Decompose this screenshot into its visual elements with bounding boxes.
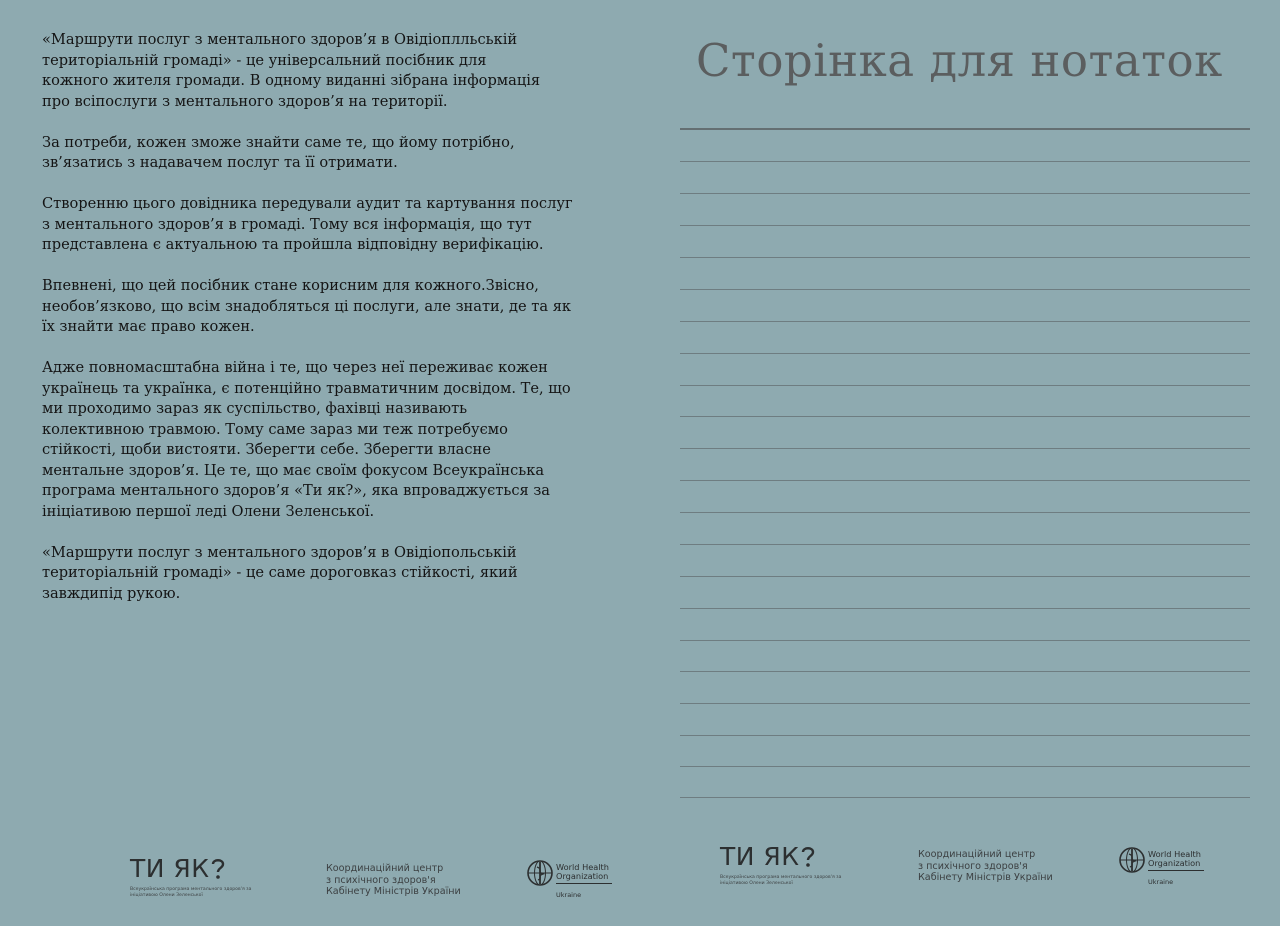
who-logo [526,859,626,903]
notes-line [680,257,1250,258]
right-footer [640,828,1280,898]
notes-line [680,289,1250,290]
question-mark-icon [800,844,816,875]
notes-line [680,735,1250,736]
who-logo-name: World Health Organization [1148,849,1201,868]
notes-line [680,512,1250,513]
intro-paragraph-6: «Маршрути послуг з ментального здоров’я в Овідіопольській територіальній громаді» - це саме дороговказ стійкості, який завждипід рукою. [42,543,518,602]
intro-paragraph-4: Впевнені, що цей посібник стане корисним для кожного.Звісно, необов’язково, що всім знадобляться ці послуги, але знати, де та як їх знайти має право кожен. [42,277,572,335]
tiyak-logo [720,844,860,886]
notes-page-title: Сторінка для нотаток [696,34,1223,87]
notes-line [680,225,1250,226]
tiyak-logo-caption: Всеукраїнська програма ментального здоров'я за ініціативою Олени Зеленської [130,887,252,898]
question-mark-icon [210,856,226,887]
notes-line [680,321,1250,322]
who-emblem-icon [526,859,554,891]
notes-line [680,608,1250,609]
who-logo-divider [1148,870,1204,871]
notes-line [680,416,1250,417]
who-logo [1118,846,1218,890]
intro-paragraph-3: Створенню цього довідника передували аудит та картування послуг з ментального здоров’я в громаді. Тому вся інформація, що тут представлена є актуальною та пройшла відповідну верифікацію. [42,195,573,253]
coordination-center-logo: Координаційний центр з психічного здоров'я Кабінету Міністрів України [326,863,461,897]
who-logo-country: Ukraine [556,891,582,899]
tiyak-logo-word: ТИ ЯК [130,854,210,883]
intro-paragraph-1: «Маршрути послуг з ментального здоров’я в Овідіоплльській територіальній громаді» - це універсальний посібник для кожного жителя громади. В одному виданні зібрана інформація про всіпослуги з ментального здоров’я на території. [42,31,541,110]
intro-paragraph-2: За потреби, кожен зможе знайти саме те, що йому потрібно, зв’язатись з надавачем послуг та її отримати. [42,133,515,171]
notes-line [680,703,1250,704]
who-emblem-icon [1118,846,1146,878]
who-logo-name: World Health Organization [556,862,609,881]
notes-line [680,480,1250,481]
left-footer [0,840,640,910]
notes-line [680,448,1250,449]
notes-line [680,544,1250,545]
coordination-center-logo: Координаційний центр з психічного здоров'я Кабінету Міністрів України [918,849,1053,883]
right-page [640,0,1280,926]
notes-line [680,385,1250,386]
intro-text [42,30,602,625]
notes-line [680,797,1250,798]
notes-line [680,640,1250,641]
intro-paragraph-5: Адже повномасштабна війна і те, що через неї переживає кожен українець та українка, є потенційно травматичним досвідом. Те, що ми проходимо зараз як суспільство, фахівці називають колективною травмою. Тому саме зараз ми теж потребуємо стійкості, щоби вистояти. Зберегти себе. Зберегти власне ментальне здоров’я. Це те, що має своїм фокусом Всеукраїнська програма ментального здоров’я «Ти як?», яка впроваджується за ініціативою першої леді Олени Зеленської. [42,359,571,520]
notes-line [680,671,1250,672]
notes-line [680,766,1250,767]
tiyak-logo [130,856,270,898]
who-logo-divider [556,883,612,884]
notes-line [680,193,1250,194]
notes-line [680,161,1250,162]
tiyak-logo-caption: Всеукраїнська програма ментального здоров'я за ініціативою Олени Зеленської [720,875,842,886]
notes-line [680,576,1250,577]
tiyak-logo-word: ТИ ЯК [720,842,800,871]
notes-line [680,353,1250,354]
notes-line [680,128,1250,130]
notes-lines [680,0,1250,926]
who-logo-country: Ukraine [1148,878,1174,886]
